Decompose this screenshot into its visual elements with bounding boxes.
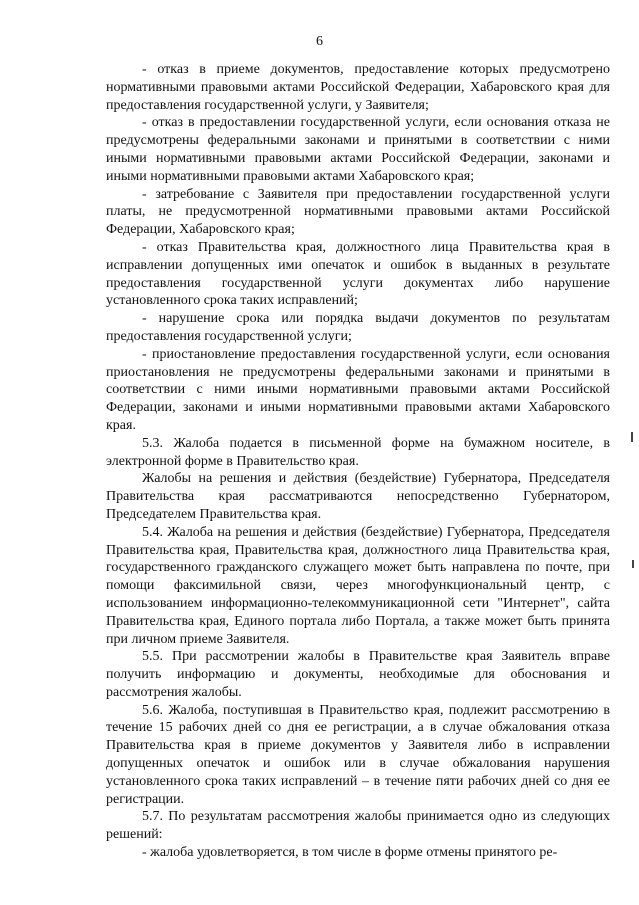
paragraph: - жалоба удовлетворяется, в том числе в форме отмены принятого ре- (142, 845, 558, 861)
paragraph: - затребование с Заявителя при предоставлении государственной услуги платы, не предусмотренной нормативными правовыми актами Российской Федерации, Хабаровского края; (106, 186, 610, 238)
paragraph: - нарушение срока или порядка выдачи документов по результатам предоставления государственной услуги; (106, 311, 610, 344)
paragraph: - отказ в приеме документов, предоставление которых предусмотрено нормативными правовыми актами Российской Федерации, Хабаровского края для предоставления государственной услуги, у Заявителя; (106, 62, 610, 113)
paragraph: 5.6. Жалоба, поступившая в Правительство края, подлежит рассмотрению в течение 15 рабочих дней со дня ее регистрации, а в случае обжалования отказа Правительства края в приеме документов у Заявителя либо в исправлении допущенных опечаток и ошибок или в случае обжалования нарушения установленного срока таких исправлений – в течение пяти рабочих дней со дня ее регистрации. (106, 702, 610, 807)
paragraph: 5.7. По результатам рассмотрения жалобы принимается одно из следующих решений: (106, 809, 610, 843)
paragraph: 5.5. При рассмотрении жалобы в Правительстве края Заявитель вправе получить информацию и документы, необходимые для обоснования и рассмотрения жалобы. (106, 649, 610, 700)
paragraph: 5.4. Жалоба на решения и действия (бездействие) Губернатора, Председателя Правительства края, Правительства края, должностного лица Правительства края, государственного гражданского служащего может быть направлена по почте, при помощи факсимильной связи, через многофункциональный центр, с использованием информационно-телекоммуникационной сети "Интернет", сайта Правительства края, Единого портала либо Портала, а также может быть принята при личном приеме Заявителя. (106, 524, 610, 647)
paragraph: - отказ в предоставлении государственной услуги, если основания отказа не предусмотрены федеральными законами и принятыми в соответствии с ними иными нормативными правовыми актами Российской Федерации, законами и иными нормативными правовыми актами Хабаровского края; (106, 115, 610, 184)
scan-mark (632, 560, 634, 568)
paragraph: - отказ Правительства края, должностного лица Правительства края в исправлении допущенных ими опечаток и ошибок в выданных в результате предоставления государственной услуги документах либо нарушение установленного срока таких исправлений; (106, 239, 610, 309)
paragraph: Жалобы на решения и действия (бездействие) Губернатора, Председателя Правительства края рассматриваются непосредственно Губернатором, Председателем Правительства края. (106, 471, 610, 522)
scan-mark (631, 432, 633, 442)
page-number: 6 (316, 34, 323, 49)
paragraph: 5.3. Жалоба подается в письменной форме на бумажном носителе, в электронной форме в Правительство края. (106, 435, 610, 469)
paragraph: - приостановление предоставления государственной услуги, если основания приостановления не предусмотрены федеральными законами и принятыми в соответствии с ними иными нормативными правовыми актами Российской Федерации, законами и иными нормативными правовыми актами Хабаровского края. (106, 346, 610, 433)
document-body (106, 61, 610, 862)
